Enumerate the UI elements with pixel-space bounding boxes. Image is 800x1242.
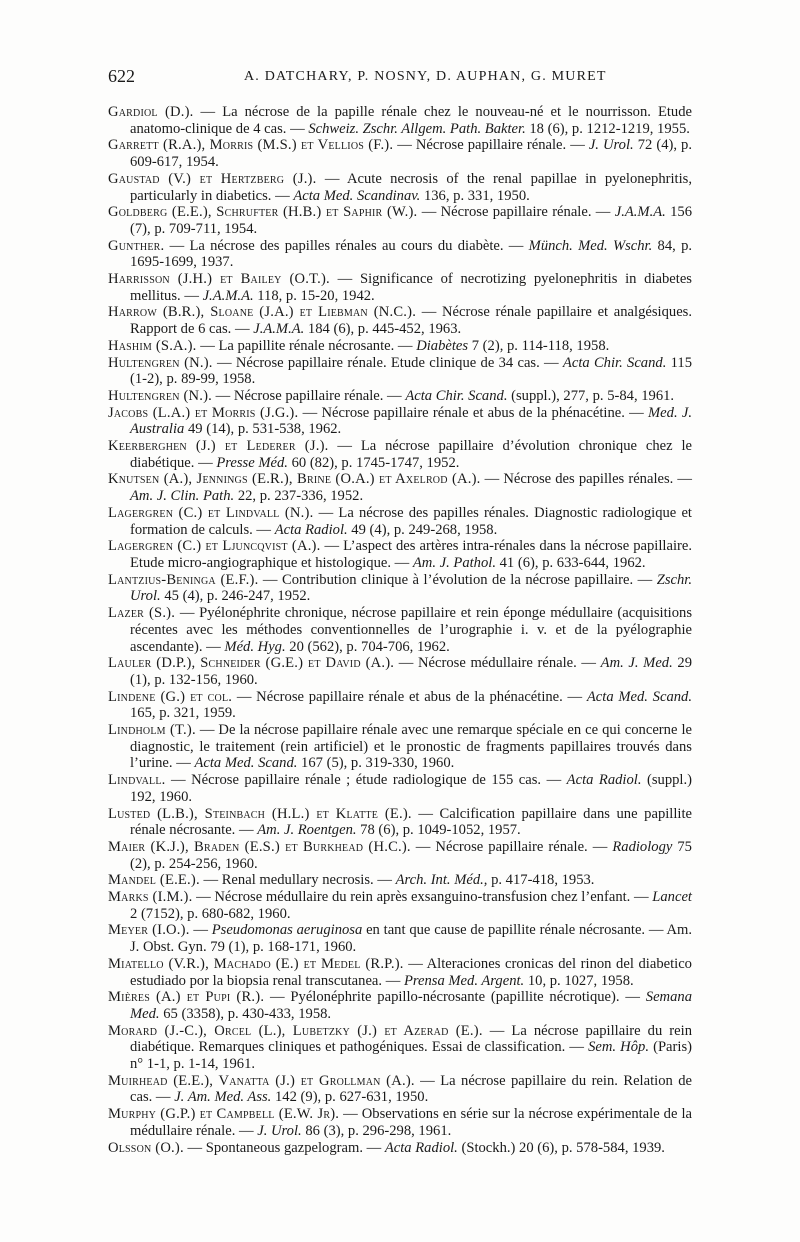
reference-journal: Am. J. Med.	[600, 655, 673, 672]
reference-journal: J. Urol.	[588, 137, 634, 154]
reference-details: 78 (6), p. 1049-1052, 1957.	[356, 822, 521, 839]
reference-details: 49 (14), p. 531-538, 1962.	[184, 421, 342, 438]
reference-text: — Alteraciones cronicas del rinon del diabetico estudiado por la biopsia renal transcutanea. —	[130, 955, 692, 989]
reference-text: — Nécrose papillaire rénale ; étude radiologique de 155 cas. —	[165, 772, 567, 789]
reference-journal: Schweiz. Zschr. Allgem. Path. Bakter.	[308, 120, 526, 137]
reference-authors: Hashim (S.A.).	[108, 337, 197, 354]
reference-journal: Semana Med.	[130, 989, 692, 1022]
reference-journal: Acta Radiol.	[566, 772, 642, 789]
reference-text: — Nécrose papillaire rénale. Etude clinique de 34 cas. —	[212, 354, 563, 371]
reference-details: 20 (562), p. 704-706, 1962.	[285, 638, 450, 655]
page-number: 622	[108, 66, 135, 86]
reference-text: — Nécrose papillaire rénale et abus de la phénacétine. —	[232, 688, 587, 705]
reference-entry	[108, 171, 692, 204]
reference-entry	[108, 922, 692, 955]
reference-text: — La nécrose papillaire du rein diabétique. Remarques cliniques et pathogéniques. Essai de classification. —	[130, 1022, 692, 1056]
reference-details: 156 (7), p. 709-711, 1954.	[130, 204, 692, 237]
reference-authors: Lazer (S.).	[108, 605, 176, 622]
reference-authors: Miatello (V.R.), Machado (E.) et Medel (R.P.).	[108, 955, 404, 972]
reference-entry	[108, 204, 692, 237]
reference-text: — Nécrose papillaire rénale. —	[212, 387, 406, 404]
reference-journal: Prensa Med. Argent.	[403, 972, 525, 989]
reference-entry	[108, 1106, 692, 1139]
reference-authors: Lantzius-Beninga (E.F.).	[108, 571, 259, 588]
reference-entry	[108, 137, 692, 170]
reference-journal: Am. J. Roentgen.	[257, 822, 357, 839]
running-head: A. DATCHARY, P. NOSNY, D. AUPHAN, G. MURET	[244, 69, 607, 84]
reference-authors: Hultengren (N.).	[108, 354, 213, 371]
reference-journal: Med. J. Australia	[130, 404, 692, 438]
reference-journal: Acta Med. Scandinav.	[293, 187, 421, 204]
reference-entry	[108, 655, 692, 688]
reference-entry	[108, 689, 692, 722]
reference-text: — La papillite rénale nécrosante. —	[196, 337, 417, 354]
reference-entry	[108, 304, 692, 337]
reference-text: — Nécrose papillaire rénale. —	[417, 204, 615, 221]
reference-journal: Acta Radiol.	[384, 1139, 458, 1156]
reference-text: — Nécrose papillaire rénale. —	[410, 838, 613, 855]
reference-details: 184 (6), p. 445-452, 1963.	[304, 321, 462, 338]
reference-authors: Marks (I.M.).	[108, 889, 193, 906]
reference-authors: Mières (A.) et Pupi (R.).	[108, 989, 265, 1006]
reference-text: — La nécrose papillaire d’évolution chronique chez le diabétique. —	[130, 438, 692, 471]
reference-entry	[108, 388, 692, 405]
reference-text: — Nécrose médullaire du rein après exsanguino-transfusion chez l’enfant. —	[192, 889, 653, 906]
reference-text: — Pyélonéphrite chronique, nécrose papillaire et rein éponge médullaire (acquisitions récentes avec les méthodes conventionnelles de l’urographie i. v. et de la pyélographie ascendante). —	[130, 605, 692, 655]
reference-journal: Radiology	[612, 838, 673, 855]
reference-authors: Murphy (G.P.) et Campbell (E.W. Jr).	[108, 1106, 340, 1123]
reference-text: — La nécrose papillaire du rein. Relation de cas. —	[130, 1072, 692, 1106]
reference-details: (suppl.), 277, p. 5-84, 1961.	[507, 387, 675, 404]
reference-entry	[108, 956, 692, 989]
reference-entry	[108, 872, 692, 889]
reference-details: 115 (1-2), p. 89-99, 1958.	[130, 354, 692, 388]
reference-entry	[108, 104, 692, 137]
reference-details: (Stockh.) 20 (6), p. 578-584, 1939.	[457, 1139, 665, 1156]
reference-journal: Presse Méd.	[216, 454, 288, 471]
reference-list	[108, 104, 692, 1156]
reference-entry	[108, 772, 692, 805]
reference-authors: Hultengren (N.).	[108, 387, 213, 404]
reference-entry	[108, 572, 692, 605]
reference-entry	[108, 722, 692, 772]
reference-entry	[108, 271, 692, 304]
reference-journal: J. Am. Med. Ass.	[174, 1089, 272, 1106]
reference-entry	[108, 538, 692, 571]
reference-authors: Gardiol (D.).	[108, 104, 194, 120]
reference-journal: Am. J. Clin. Path.	[130, 488, 235, 505]
reference-entry	[108, 405, 692, 438]
reference-text: — La nécrose des papilles rénales. Diagnostic radiologique et formation de calculs. —	[130, 504, 692, 538]
page-header	[108, 66, 692, 90]
reference-entry	[108, 889, 692, 922]
reference-authors: Lindvall.	[108, 772, 166, 789]
reference-authors: Lindholm (T.).	[108, 722, 196, 739]
reference-entry	[108, 355, 692, 388]
reference-entry	[108, 806, 692, 839]
reference-entry	[108, 505, 692, 538]
reference-authors: Goldberg (E.E.), Schrufter (H.B.) et Saphir (W.).	[108, 204, 418, 221]
reference-entry	[108, 1023, 692, 1073]
reference-details: 84, p. 1695-1699, 1937.	[130, 237, 693, 271]
reference-details: 22, p. 237-336, 1952.	[234, 488, 364, 505]
reference-entry	[108, 471, 692, 504]
reference-details: p. 417-418, 1953.	[487, 872, 595, 889]
reference-details: 75 (2), p. 254-256, 1960.	[130, 838, 692, 872]
reference-journal: Acta Med. Scand.	[586, 688, 692, 705]
reference-entry	[108, 605, 692, 655]
reference-authors: Gunther.	[108, 237, 165, 254]
reference-details: 65 (3358), p. 430-433, 1958.	[159, 1005, 332, 1022]
reference-text: — Significance of necrotizing pyelonephritis in diabetes mellitus. —	[130, 271, 692, 304]
reference-text: — Nécrose rénale papillaire et analgésiques. Rapport de 6 cas. —	[130, 304, 692, 338]
reference-journal: Acta Chir. Scand.	[562, 354, 667, 371]
reference-authors: Mandel (E.E.).	[108, 872, 200, 889]
reference-journal: J.A.M.A.	[253, 321, 305, 338]
reference-text: — Observations en série sur la nécrose expérimentale de la médullaire rénale. —	[130, 1106, 692, 1139]
reference-details: 10, p. 1027, 1958.	[524, 972, 634, 989]
reference-journal: J.A.M.A.	[614, 204, 666, 221]
reference-text: — La nécrose de la papille rénale chez le nouveau-né et le nourrisson. Etude anatomo-clinique de 4 cas. —	[130, 104, 692, 137]
reference-details: 86 (3), p. 296-298, 1961.	[301, 1122, 452, 1139]
reference-authors: Gaustad (V.) et Hertzberg (J.).	[108, 170, 317, 187]
reference-details: (Paris) n° 1-1, p. 1-14, 1961.	[130, 1039, 692, 1073]
reference-journal: Sem. Hôp.	[588, 1039, 649, 1056]
reference-authors: Lindene (G.) et col.	[108, 688, 233, 705]
reference-details: 136, p. 331, 1950.	[420, 187, 530, 204]
reference-text: —	[189, 922, 212, 939]
reference-entry	[108, 438, 692, 471]
reference-entry	[108, 338, 692, 355]
reference-details: 49 (4), p. 249-268, 1958.	[347, 521, 498, 538]
reference-entry	[108, 1140, 692, 1157]
reference-authors: Morard (J.-C.), Orcel (L.), Lubetzky (J.) et Azerad (E.).	[108, 1022, 483, 1039]
reference-authors: Lusted (L.B.), Steinbach (H.L.) et Klatte (E.).	[108, 805, 412, 822]
reference-journal: Acta Chir. Scand.	[405, 387, 508, 404]
reference-entry	[108, 989, 692, 1022]
reference-text: — Nécrose papillaire rénale. —	[393, 137, 589, 154]
reference-authors: Olsson (O.).	[108, 1139, 184, 1156]
reference-journal: Münch. Med. Wschr.	[528, 237, 653, 254]
reference-details: 72 (4), p. 609-617, 1954.	[130, 137, 692, 171]
reference-details: 165, p. 321, 1959.	[130, 705, 236, 722]
reference-text: — De la nécrose papillaire rénale avec une remarque spéciale en ce qui concerne le diagnostic, le traitement (rein artificiel) et le pronostic de fragments papillaires trouvés dans l’urine. —	[130, 722, 692, 772]
reference-journal: J. Urol.	[257, 1122, 302, 1139]
reference-authors: Lagergren (C.) et Lindvall (N.).	[108, 504, 314, 521]
reference-authors: Harrow (B.R.), Sloane (J.A.) et Liebman (N.C.).	[108, 304, 417, 321]
reference-text: — Nécrose papillaire rénale et abus de la phénacétine. —	[298, 404, 649, 421]
reference-journal: Am. J. Pathol.	[412, 554, 496, 571]
reference-authors: Maier (K.J.), Braden (E.S.) et Burkhead (H.C.).	[108, 838, 411, 855]
reference-entry	[108, 839, 692, 872]
reference-details: 45 (4), p. 246-247, 1952.	[160, 588, 311, 605]
reference-journal: Pseudomonas aeruginosa	[211, 922, 363, 939]
reference-entry	[108, 238, 692, 271]
reference-authors: Meyer (I.O.).	[108, 922, 190, 939]
reference-journal: Acta Radiol.	[274, 521, 348, 538]
reference-details: 18 (6), p. 1212-1219, 1955.	[525, 120, 690, 137]
reference-entry	[108, 1073, 692, 1106]
reference-journal: Diabètes	[416, 337, 469, 354]
reference-journal: Méd. Hyg.	[224, 638, 286, 655]
reference-journal: Zschr. Urol.	[130, 571, 692, 605]
reference-details: 29 (1), p. 132-156, 1960.	[130, 655, 692, 688]
reference-authors: Keerberghen (J.) et Lederer (J.).	[108, 438, 329, 455]
reference-details: en tant que cause de papillite rénale nécrosante. — Am. J. Obst. Gyn. 79 (1), p. 168-171, 1960.	[130, 922, 692, 956]
reference-details: 41 (6), p. 633-644, 1962.	[495, 554, 646, 571]
reference-journal: Arch. Int. Méd.,	[395, 872, 488, 889]
reference-details: 142 (9), p. 627-631, 1950.	[271, 1089, 429, 1106]
reference-details: 60 (82), p. 1745-1747, 1952.	[287, 454, 460, 471]
reference-details: 7 (2), p. 114-118, 1958.	[468, 337, 610, 354]
reference-authors: Lauler (D.P.), Schneider (G.E.) et David (A.).	[108, 655, 395, 672]
reference-authors: Knutsen (A.), Jennings (E.R.), Brine (O.A.) et Axelrod (A.).	[108, 471, 481, 488]
reference-details: 2 (7152), p. 680-682, 1960.	[130, 905, 291, 922]
reference-journal: Acta Med. Scand.	[194, 755, 298, 772]
reference-text: — Pyélonéphrite papillo-nécrosante (papillite nécrotique). —	[264, 989, 646, 1006]
reference-journal: Lancet	[652, 889, 692, 906]
reference-text: — Calcification papillaire dans une papillite rénale nécrosante. —	[130, 805, 692, 839]
reference-details: 167 (5), p. 319-330, 1960.	[297, 755, 455, 772]
reference-text: — Nécrose médullaire rénale. —	[394, 655, 601, 672]
reference-text: — Contribution clinique à l’évolution de la nécrose papillaire. —	[258, 571, 657, 588]
reference-text: — Renal medullary necrosis. —	[199, 872, 396, 889]
reference-authors: Jacobs (L.A.) et Morris (J.G.).	[108, 404, 299, 421]
reference-text: — Nécrose des papilles rénales. —	[480, 471, 693, 488]
reference-authors: Muirhead (E.E.), Vanatta (J.) et Grollman (A.).	[108, 1072, 415, 1089]
reference-text: — L’aspect des artères intra-rénales dans la nécrose papillaire. Etude micro-angiographique et histologique. —	[130, 538, 692, 571]
reference-text: — La nécrose des papilles rénales au cours du diabète. —	[164, 237, 529, 254]
reference-text: — Spontaneous gazpelogram. —	[183, 1139, 385, 1156]
reference-authors: Garrett (R.A.), Morris (M.S.) et Vellios (F.).	[108, 137, 394, 154]
reference-authors: Harrisson (J.H.) et Bailey (O.T.).	[108, 271, 330, 288]
reference-details: 118, p. 15-20, 1942.	[253, 287, 375, 304]
reference-authors: Lagergren (C.) et Ljuncqvist (A.).	[108, 538, 321, 555]
reference-details: (suppl.) 192, 1960.	[130, 772, 692, 805]
reference-journal: J.A.M.A.	[202, 287, 254, 304]
reference-text: — Acute necrosis of the renal papillae in pyelonephritis, particularly in diabetics. —	[130, 170, 692, 204]
